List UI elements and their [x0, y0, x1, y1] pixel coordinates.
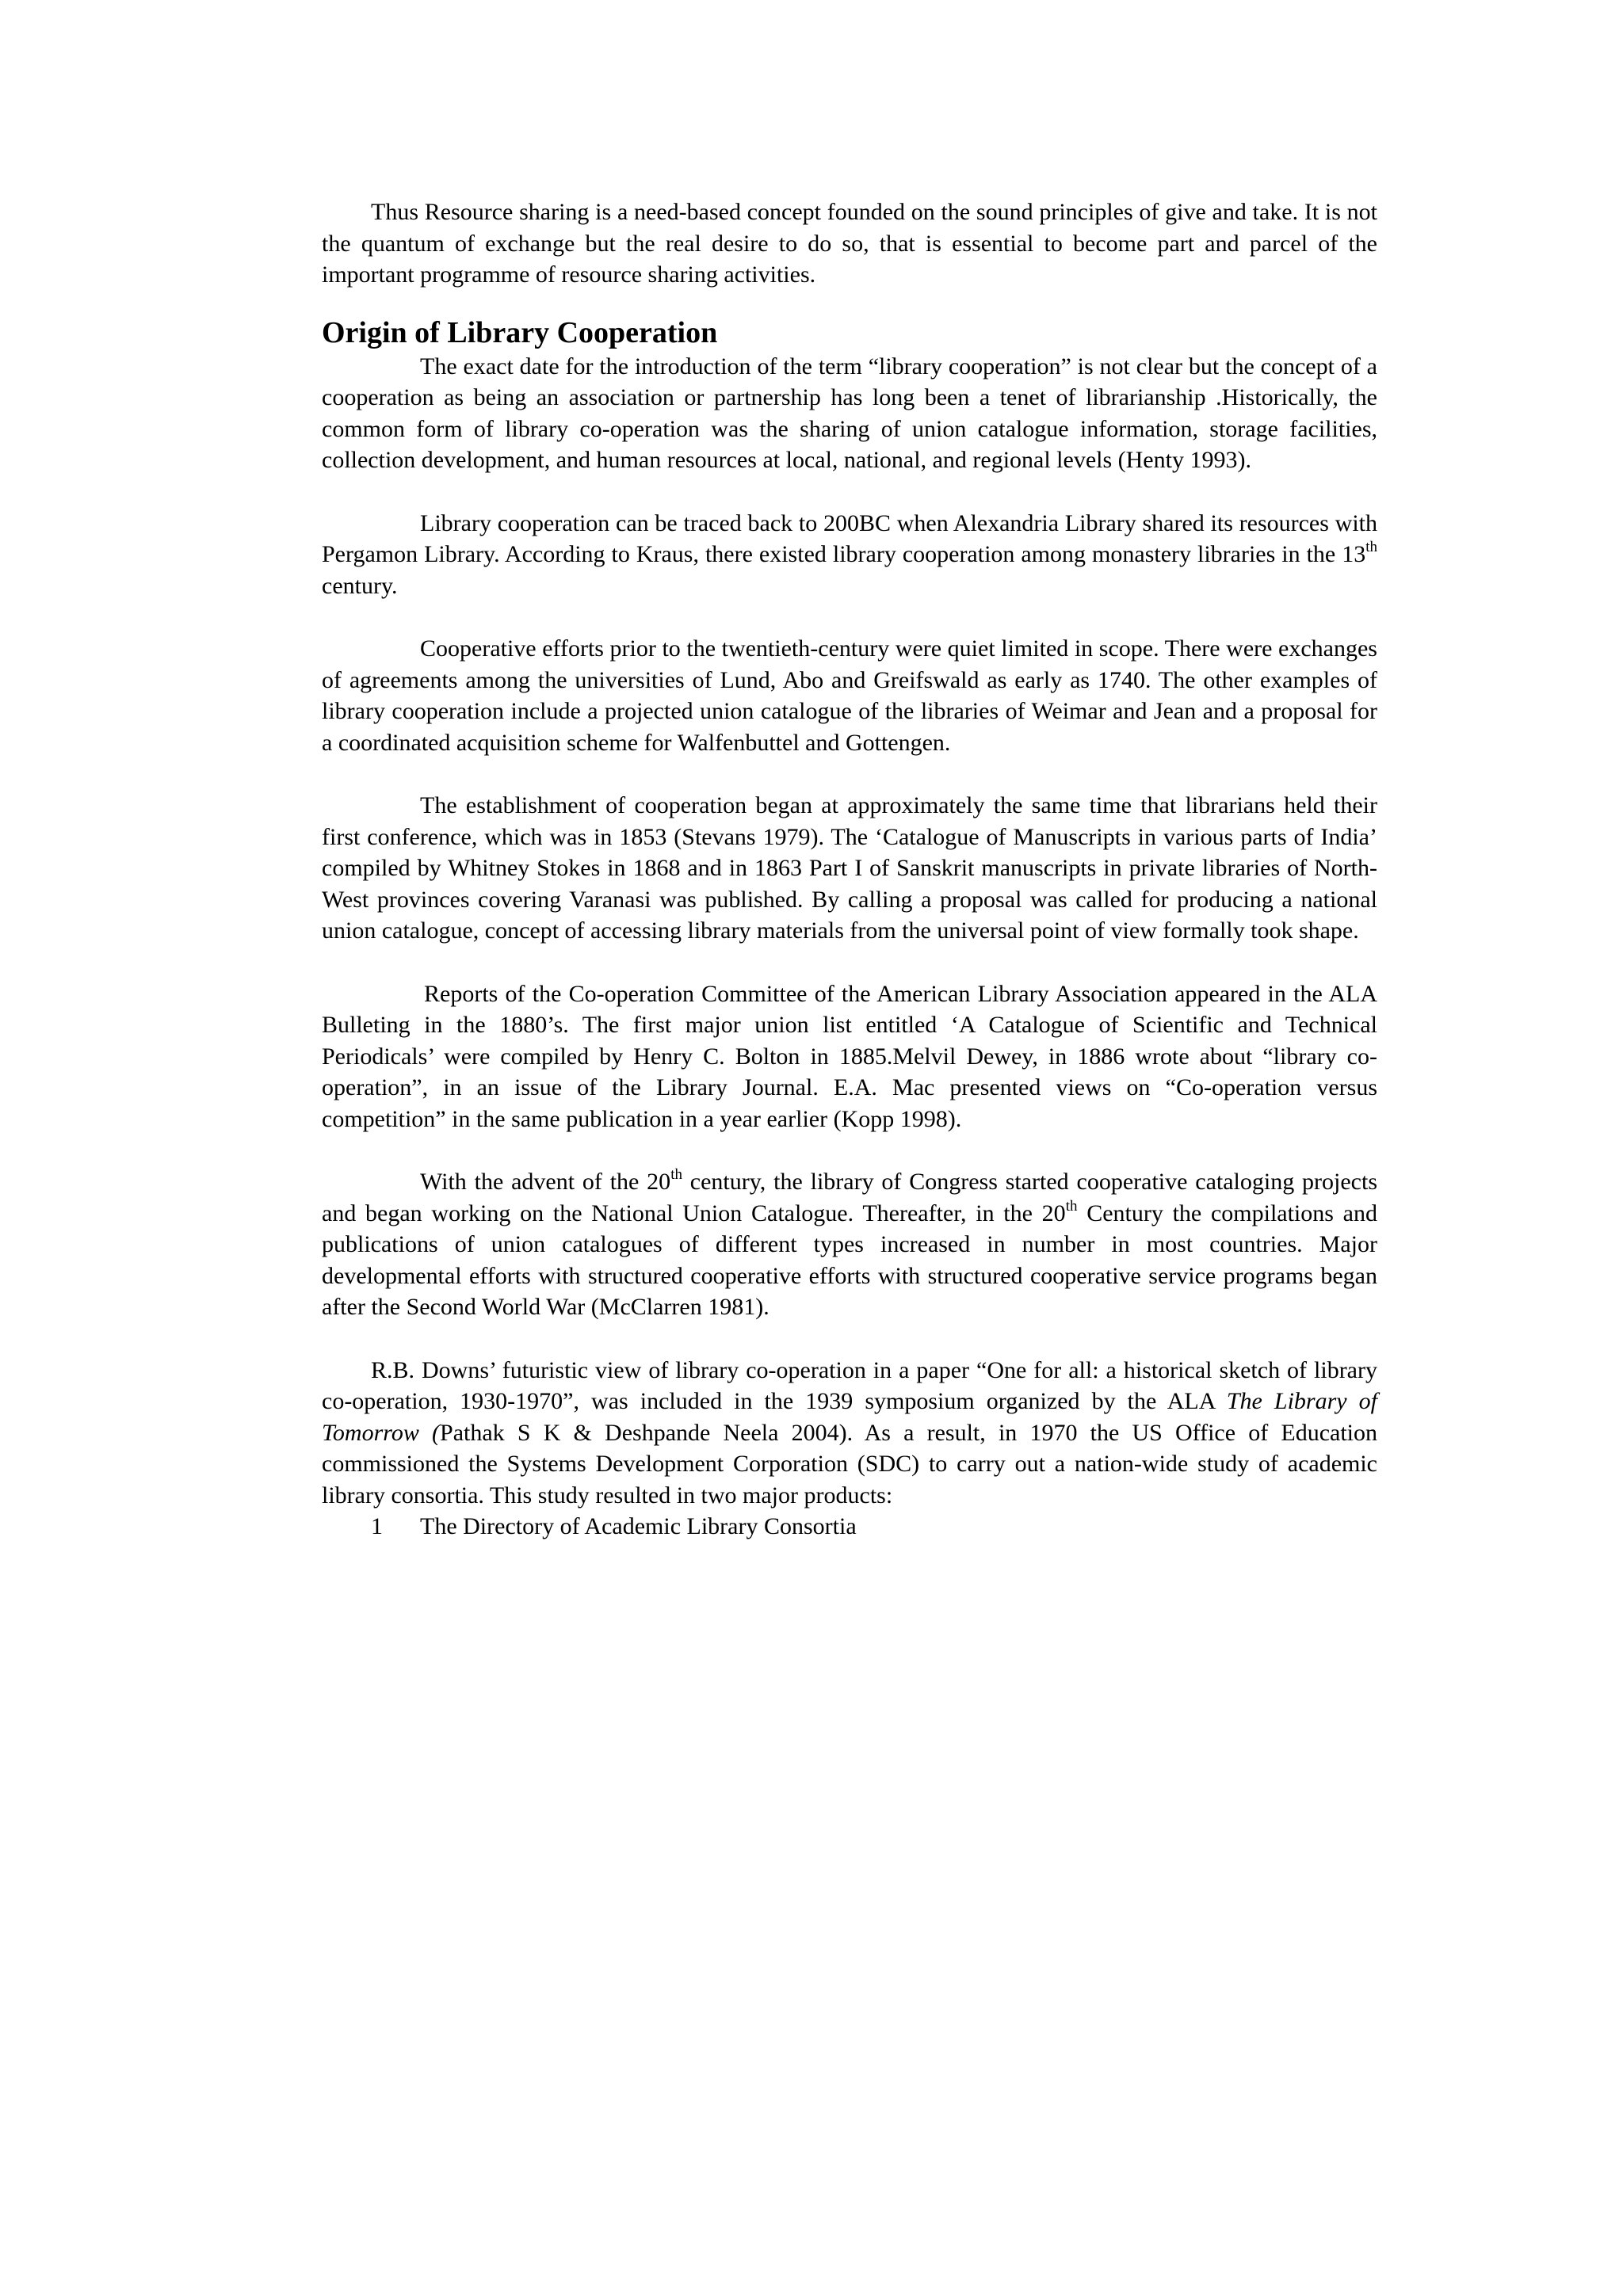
paragraph-text: R.B. Downs’ futuristic view of library co-operation in a paper “One for all: a historical sketch of library co-operation, 1930-1970”, was included in the 1939 symposium organized by the ALA — [322, 1356, 1377, 1414]
products-list — [322, 1511, 1377, 1543]
paragraph-alexandria — [322, 508, 1377, 602]
list-item — [322, 1511, 1377, 1543]
paragraph-text: Century the compilations and publications of union catalogues of different types increased in number in most countries. Major developmental efforts with structured cooperative efforts with structured cooperative service programs began after the Second World War (McClarren 1981). — [322, 1199, 1377, 1320]
document-body — [322, 196, 1377, 1543]
list-item-number: 1 — [371, 1513, 383, 1539]
paragraph-establishment: The establishment of cooperation began at approximately the same time that librarians held their first conference, which was in 1853 (Stevans 1979). The ‘Catalogue of Manuscripts in various parts of India’ compiled by Whitney Stokes in 1868 and in 1863 Part I of Sanskrit manuscripts in private libraries of North-West provinces covering Varanasi was published. By calling a proposal was called for producing a national union catalogue, concept of accessing library materials from the universal point of view formally took shape. — [322, 792, 1377, 944]
paragraph-text: With the advent of the 20 — [420, 1169, 671, 1195]
book-title: The Library of Tomorrow ( — [322, 1388, 1377, 1446]
paragraph-cooperative-efforts: Cooperative efforts prior to the twentieth-century were quiet limited in scope. There were exchanges of agreements among the universities of Lund, Abo and Greifswald as early as 1740. The other examples of library cooperation include a projected union catalogue of the libraries of Weimar and Jean and a proposal for a coordinated acquisition scheme for Walfenbuttel and Gottengen. — [322, 635, 1377, 756]
superscript: th — [1365, 539, 1377, 555]
paragraph-downs — [322, 1355, 1377, 1512]
paragraph-twentieth-century — [322, 1166, 1377, 1323]
paragraph-text: Library cooperation can be traced back to 200BC when Alexandria Library shared its resources with Pergamon Library. According to Kraus, there existed library cooperation among monastery libraries in the 13 — [322, 509, 1377, 567]
superscript: th — [1065, 1197, 1078, 1215]
section-heading: Origin of Library Cooperation — [322, 315, 718, 349]
paragraph-text: Pathak S K & Deshpande Neela 2004). As a result, in 1970 the US Office of Education commissioned the Systems Development Corporation (SDC) to carry out a nation-wide study of academic library consortia. This study resulted in two major products: — [322, 1419, 1377, 1508]
list-item-text: The Directory of Academic Library Consortia — [420, 1513, 857, 1539]
paragraph-ala-reports: Reports of the Co-operation Committee of the American Library Association appeared in the ALA Bulleting in the 1880’s. The first major union list entitled ‘A Catalogue of Scientific and Technical Periodicals’ were compiled by Henry C. Bolton in 1885.Melvil Dewey, in 1886 wrote about “library co-operation”, in an issue of the Library Journal. E.A. Mac presented views on “Co-operation versus competition” in the same publication in a year earlier (Kopp 1998). — [322, 980, 1377, 1132]
paragraph-text: century. — [322, 572, 398, 599]
intro-paragraph: Thus Resource sharing is a need-based concept founded on the sound principles of give and take. It is not the quantum of exchange but the real desire to do so, that is essential to become part and parcel of the important programme of resource sharing activities. — [322, 199, 1377, 288]
superscript: th — [670, 1166, 682, 1183]
paragraph-term-origin: The exact date for the introduction of the term “library cooperation” is not clear but the concept of a cooperation as being an association or partnership has long been a tenet of librarianship .Historically, the common form of library co-operation was the sharing of union catalogue information, storage facilities, collection development, and human resources at local, national, and regional levels (Henty 1993). — [322, 353, 1377, 473]
paragraph-text: century, the library of Congress started cooperative cataloging projects and began working on the National Union Catalogue. Thereafter, in the 20 — [322, 1169, 1377, 1226]
